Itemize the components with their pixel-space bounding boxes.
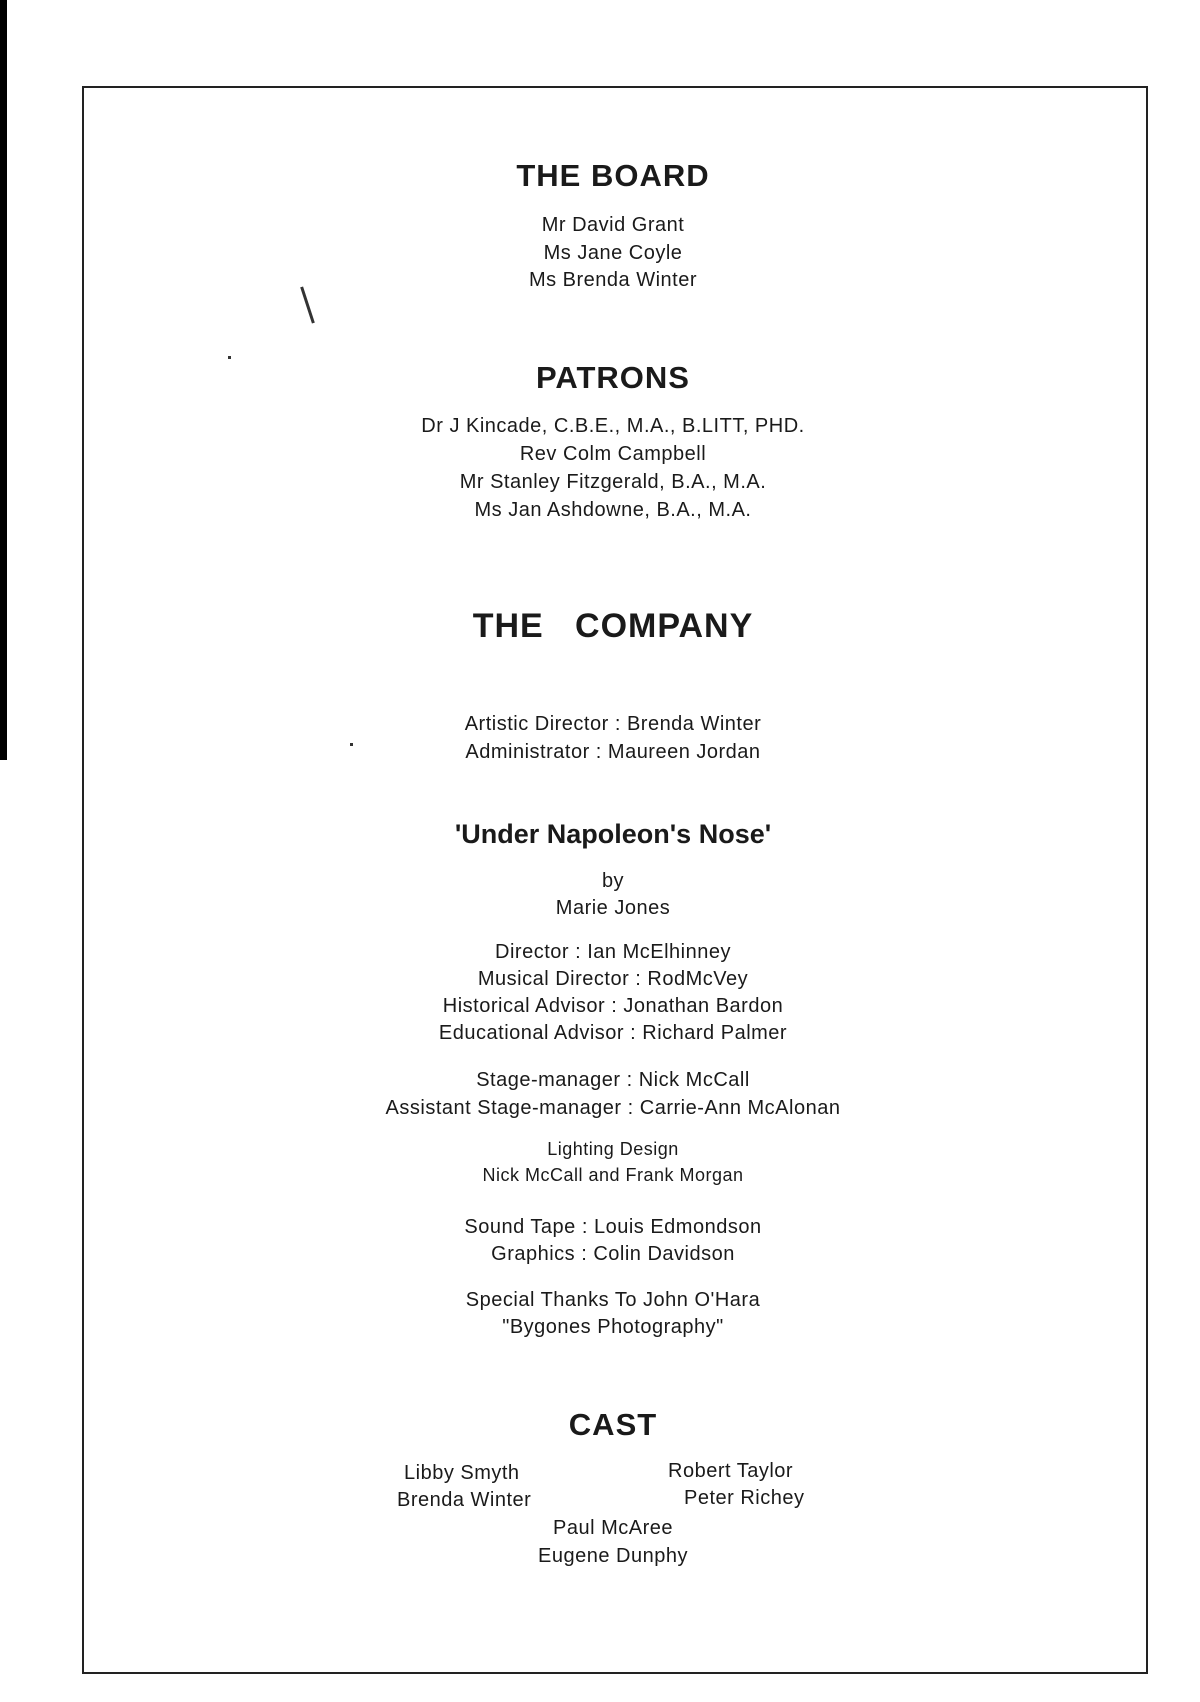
patrons-heading: PATRONS [536, 360, 690, 395]
crew-credit: Musical Director : RodMcVey [477, 968, 749, 990]
thanks-line: "Bygones Photography" [502, 1316, 724, 1338]
company-staff: Administrator : Maureen Jordan [465, 741, 761, 763]
crew-credit: Director : Ian McElhinney [495, 941, 731, 963]
crew-credit: Historical Advisor : Jonathan Bardon [442, 995, 784, 1017]
cast-member: Peter Richey [684, 1487, 805, 1509]
cast-member: Libby Smyth [404, 1462, 520, 1484]
scan-edge-bar [0, 0, 7, 760]
thanks-line: Special Thanks To John O'Hara [465, 1289, 761, 1311]
company-staff: Artistic Director : Brenda Winter [464, 713, 762, 735]
board-member: Mr David Grant [541, 214, 685, 236]
patron: Mr Stanley Fitzgerald, B.A., M.A. [459, 471, 767, 493]
lighting-heading: Lighting Design [547, 1139, 679, 1159]
patron: Dr J Kincade, C.B.E., M.A., B.LITT, PHD. [421, 415, 805, 437]
lighting-credit: Nick McCall and Frank Morgan [482, 1165, 744, 1185]
board-heading: THE BOARD [516, 158, 710, 193]
crew-credit: Sound Tape : Louis Edmondson [464, 1216, 762, 1238]
crew-credit: Assistant Stage-manager : Carrie-Ann McAlonan [385, 1097, 841, 1119]
cast-member: Eugene Dunphy [538, 1545, 688, 1567]
patron: Rev Colm Campbell [519, 443, 707, 465]
cast-member: Paul McAree [553, 1517, 673, 1539]
cast-member: Robert Taylor [668, 1460, 794, 1482]
cast-heading: CAST [568, 1407, 658, 1442]
board-member: Ms Jane Coyle [543, 242, 683, 264]
board-member: Ms Brenda Winter [528, 269, 698, 291]
play-by: by [601, 870, 625, 892]
company-heading: THE COMPANY [472, 607, 754, 645]
play-author: Marie Jones [555, 897, 671, 919]
cast-member: Brenda Winter [397, 1489, 532, 1511]
crew-credit: Graphics : Colin Davidson [491, 1243, 735, 1265]
patron: Ms Jan Ashdowne, B.A., M.A. [474, 499, 752, 521]
play-title: 'Under Napoleon's Nose' [454, 819, 772, 849]
crew-credit: Stage-manager : Nick McCall [476, 1069, 750, 1091]
crew-credit: Educational Advisor : Richard Palmer [438, 1022, 788, 1044]
